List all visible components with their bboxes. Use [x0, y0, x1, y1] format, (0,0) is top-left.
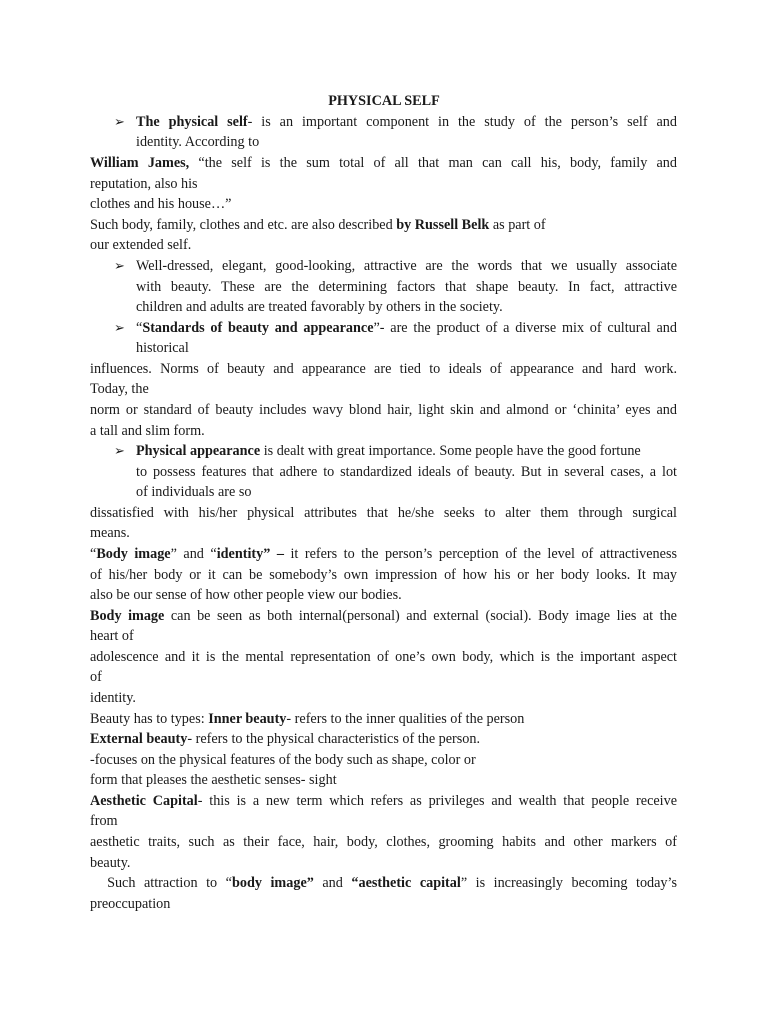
text-span: - refers to the physical characteristics of the person.: [187, 731, 481, 747]
text-span: ” is increasingly becoming today’s: [460, 875, 677, 891]
page-title: PHYSICAL SELF: [328, 93, 440, 109]
bold-term: External beauty: [90, 731, 188, 747]
text-line: [90, 606, 677, 626]
text-line: influences. Norms of beauty and appearance are tied to ideals of appearance and hard work.: [90, 361, 677, 377]
text-line: [90, 215, 546, 235]
text-line: [136, 318, 677, 338]
bold-term: body image”: [231, 875, 314, 891]
text-line: means.: [90, 525, 130, 541]
text-span: ” and “: [170, 546, 217, 562]
text-line: of: [90, 669, 102, 685]
text-span: - is an important component in the study of the person’s self and: [247, 114, 677, 130]
text-line: [90, 791, 677, 811]
bullet-arrow-icon: ➢: [114, 258, 125, 273]
text-line: of individuals are so: [136, 484, 252, 500]
text-span: and: [313, 875, 352, 891]
text-line: [90, 729, 480, 749]
text-span: Such body, family, clothes and etc. are also described: [90, 217, 397, 233]
bold-term: identity”: [216, 546, 271, 562]
text-line: Today, the: [90, 381, 149, 397]
text-line: our extended self.: [90, 237, 192, 253]
text-line: [90, 153, 677, 173]
text-line: children and adults are treated favorably by others in the society.: [136, 299, 503, 315]
text-line: beauty.: [90, 855, 131, 871]
bullet-arrow-icon: ➢: [114, 114, 125, 129]
text-line: aesthetic traits, such as their face, hair, body, clothes, grooming habits and other markers of: [90, 834, 677, 850]
text-span: “: [136, 320, 143, 336]
text-line: of his/her body or it can be somebody’s own impression of how his or her body looks. It may: [90, 567, 677, 583]
text-span: can be seen as both internal(personal) and external (social). Body image lies at the: [164, 608, 677, 624]
text-line: form that pleases the aesthetic senses- sight: [90, 772, 337, 788]
text-span: - this is a new term which refers as privileges and wealth that people receive: [197, 793, 677, 809]
text-line: norm or standard of beauty includes wavy blond hair, light skin and almond or ‘chinita’ eyes and: [90, 402, 677, 418]
text-span: it refers to the person’s perception of the level of attractiveness: [283, 546, 677, 562]
bold-term: Aesthetic Capital: [90, 793, 198, 809]
text-line: [90, 873, 677, 893]
text-line: also be our sense of how other people view our bodies.: [90, 587, 402, 603]
text-span: Such attraction to “: [90, 875, 232, 891]
text-line: [136, 441, 641, 461]
bold-term: by Russell Belk: [396, 217, 490, 233]
text-span: as part of: [489, 217, 546, 233]
bold-term: Body image: [90, 608, 165, 624]
text-span: ”- are the product of a diverse mix of cultural and: [373, 320, 677, 336]
text-line: Well-dressed, elegant, good-looking, attractive are the words that we usually associate: [136, 258, 677, 274]
bullet-arrow-icon: ➢: [114, 443, 125, 458]
bold-term: Body image: [96, 546, 171, 562]
text-span: “: [90, 546, 97, 562]
text-line: heart of: [90, 628, 134, 644]
bold-term: The physical self: [136, 114, 248, 130]
text-line: [90, 544, 677, 564]
text-line: reputation, also his: [90, 176, 198, 192]
bold-term: William James,: [90, 155, 190, 171]
text-line: identity.: [90, 690, 136, 706]
text-line: a tall and slim form.: [90, 423, 205, 439]
text-line: clothes and his house…”: [90, 196, 232, 212]
bullet-arrow-icon: ➢: [114, 320, 125, 335]
bold-term: Physical appearance: [136, 443, 261, 459]
text-line: from: [90, 813, 118, 829]
text-line: identity. According to: [136, 134, 260, 150]
text-line: [90, 709, 524, 729]
text-span: - refers to the inner qualities of the person: [286, 711, 525, 727]
text-span: Beauty has to types:: [90, 711, 209, 727]
text-line: -focuses on the physical features of the body such as shape, color or: [90, 752, 476, 768]
text-span: is dealt with great importance. Some people have the good fortune: [260, 443, 641, 459]
bold-term: Inner beauty: [208, 711, 287, 727]
text-line: [136, 112, 677, 132]
text-line: dissatisfied with his/her physical attributes that he/she seeks to alter them through surgical: [90, 505, 677, 521]
text-line: to possess features that adhere to standardized ideals of beauty. But in several cases, a lot: [136, 464, 677, 480]
text-line: historical: [136, 340, 189, 356]
bold-term: –: [270, 546, 284, 562]
text-span: “the self is the sum total of all that man can call his, body, family and: [189, 155, 677, 171]
bold-term: Standards of beauty and appearance: [142, 320, 374, 336]
text-line: with beauty. These are the determining factors that shape beauty. In fact, attractive: [136, 279, 677, 295]
bold-term: “aesthetic capital: [351, 875, 461, 891]
text-line: adolescence and it is the mental representation of one’s own body, which is the important aspect: [90, 649, 677, 665]
text-line: preoccupation: [90, 896, 171, 912]
